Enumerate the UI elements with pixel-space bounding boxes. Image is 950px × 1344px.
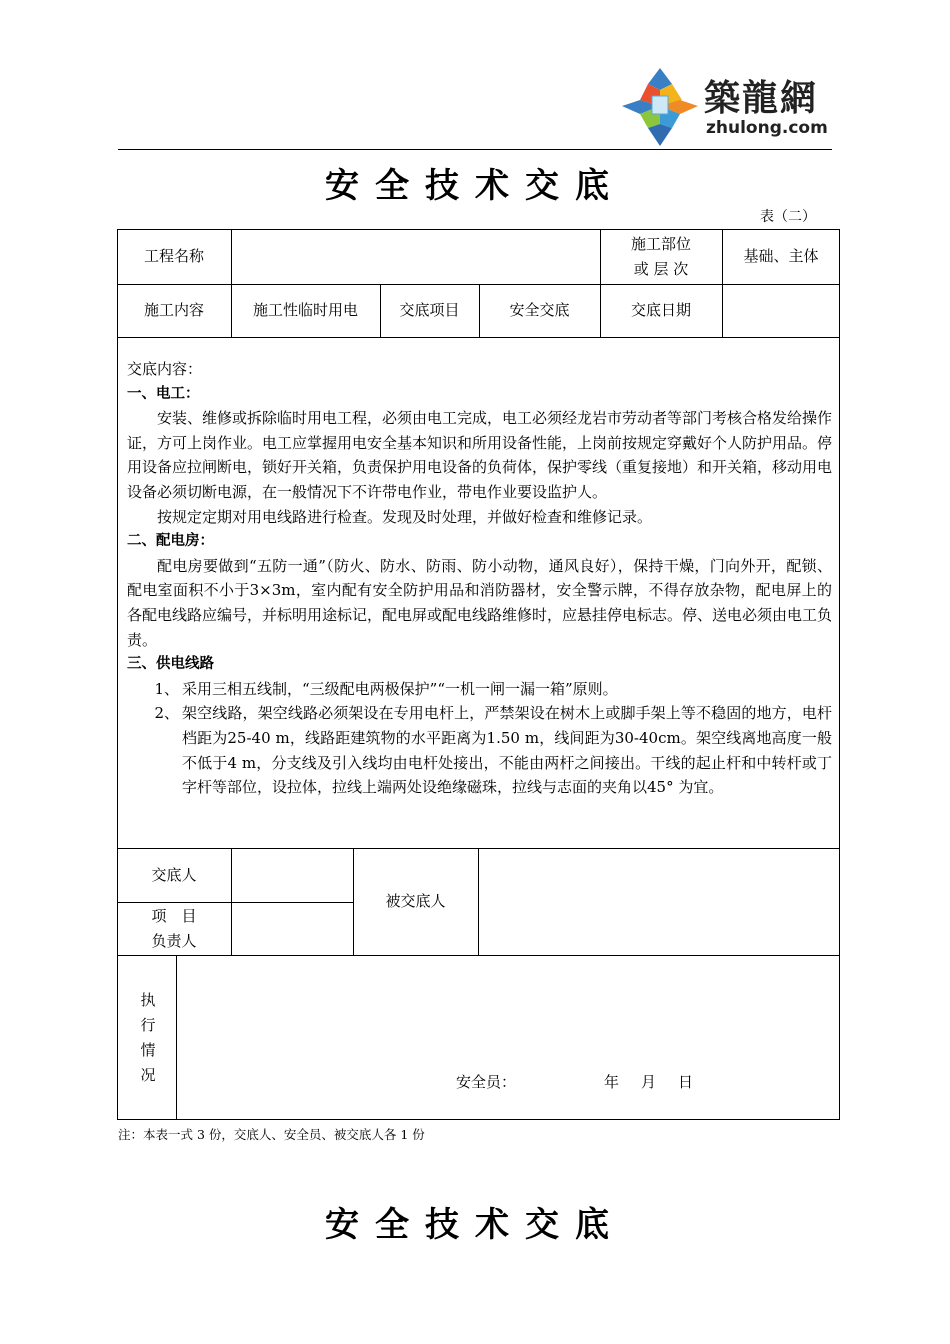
safety-officer-signature <box>456 1071 694 1092</box>
disclosure-date-value <box>722 284 840 337</box>
zhulong-logo-mark-icon <box>618 66 702 148</box>
disclosure-item-label: 交底项目 <box>399 301 460 319</box>
logo-domain: zhulong.com <box>706 118 828 138</box>
row-divider <box>117 337 840 338</box>
construction-content-label: 施工内容 <box>143 301 204 319</box>
location-value: 基础、主体 <box>743 247 819 265</box>
project-manager-label-line1: 项 目 <box>151 906 197 925</box>
content-intro: 交底内容： <box>127 360 203 378</box>
header-divider <box>118 149 832 150</box>
execution-label-char: 情 <box>140 1041 156 1059</box>
disclosure-date-label: 交底日期 <box>630 301 691 319</box>
page-title: 安全技术交底 <box>325 166 625 206</box>
table-label: 表（二） <box>760 209 816 225</box>
recipient-label: 被交底人 <box>385 892 446 910</box>
col-divider <box>176 955 177 1120</box>
section-supply-line-title: 三、供电线路 <box>127 656 214 673</box>
section-electrician-title: 一、电工： <box>127 385 200 402</box>
item-number: 2、 <box>154 704 179 723</box>
date-year: 年 <box>604 1073 620 1091</box>
item-number: 1、 <box>154 679 179 698</box>
discloser-label: 交底人 <box>151 865 197 884</box>
recipient-value <box>478 848 840 955</box>
section-electrician-para-1: 安装、维修或拆除临时用电工程，必须由电工完成，电工必须经龙岩市劳动者等部门考核合格发给操作证，方可上岗作业。电工应掌握用电安全基本知识和所用设备性能，上岗前按规定穿戴好个人防护用品。停用设备应拉闸断电，锁好开关箱，负责保护用电设备的负荷体，保护零线（重复接地）和开关箱，移动用电设备必须切断电源，在一般情况下不许带电作业，带电作业要设监护人。 <box>127 409 833 501</box>
section-electrician-para-2: 按规定定期对用电线路进行检查。发现及时处理，并做好检查和维修记录。 <box>157 507 653 526</box>
construction-content-value: 施工性临时用电 <box>252 301 358 319</box>
execution-label-char: 行 <box>140 1016 156 1034</box>
project-name-value <box>231 229 600 284</box>
safety-officer-label: 安全员： <box>456 1073 517 1091</box>
project-manager-label-line2: 负责人 <box>151 931 197 950</box>
next-page-title: 安全技术交底 <box>325 1205 625 1245</box>
date-day: 日 <box>678 1073 694 1091</box>
execution-label-char: 况 <box>140 1066 156 1084</box>
logo-chinese-name: 築龍網 <box>704 78 819 119</box>
supply-line-item-1 <box>127 677 832 702</box>
row-divider <box>117 955 840 956</box>
footnote: 注：本表一式 3 份，交底人、安全员、被交底人各 1 份 <box>118 1127 425 1142</box>
execution-label-char: 执 <box>140 991 156 1009</box>
item-text: 架空线路，架空线路必须架设在专用电杆上，严禁架设在树木上或脚手架上等不稳固的地方，电杆档距为25-40 m，线路距建筑物的水平距离为1.50 m，线间距为30-40cm。架空线离地高度一般不低于4 m，分支线及引入线均由电杆处接出，不能由两杆之间接出。干线的起止杆和中转杆或丁字杆等部位，设拉体，拉线上端两处设绝缘磁珠，拉线与志面的夹角以45° 为宜。 <box>182 704 832 797</box>
execution-label <box>138 988 158 1088</box>
disclosure-content <box>127 357 832 800</box>
supply-line-item-2 <box>127 701 832 799</box>
location-label-line2: 或 层 次 <box>633 259 689 278</box>
project-manager-label <box>117 902 231 955</box>
item-text: 采用三相五线制，“三级配电两极保护”“一机一闸一漏一箱”原则。 <box>182 679 618 698</box>
discloser-value <box>231 848 353 902</box>
zhulong-logo <box>618 66 838 148</box>
section-power-room-title: 二、配电房： <box>127 533 214 550</box>
location-label-line1: 施工部位 <box>630 234 691 253</box>
location-label <box>600 229 722 284</box>
section-power-room-para: 配电房要做到“五防一通”（防火、防水、防雨、防小动物，通风良好），保持干燥，门向外开，配锁、配电室面积不小于3×3m，室内配有安全防护用品和消防器材，安全警示牌，不得存放杂物，配电屏上的各配电线路应编号，并标明用途标记，配电屏或配电线路维修时，应悬挂停电标志。停、送电必须由电工负责。 <box>127 556 833 649</box>
disclosure-item-value: 安全交底 <box>509 301 570 319</box>
project-name-label: 工程名称 <box>143 247 204 265</box>
date-month: 月 <box>641 1073 657 1091</box>
project-manager-value <box>231 902 353 955</box>
